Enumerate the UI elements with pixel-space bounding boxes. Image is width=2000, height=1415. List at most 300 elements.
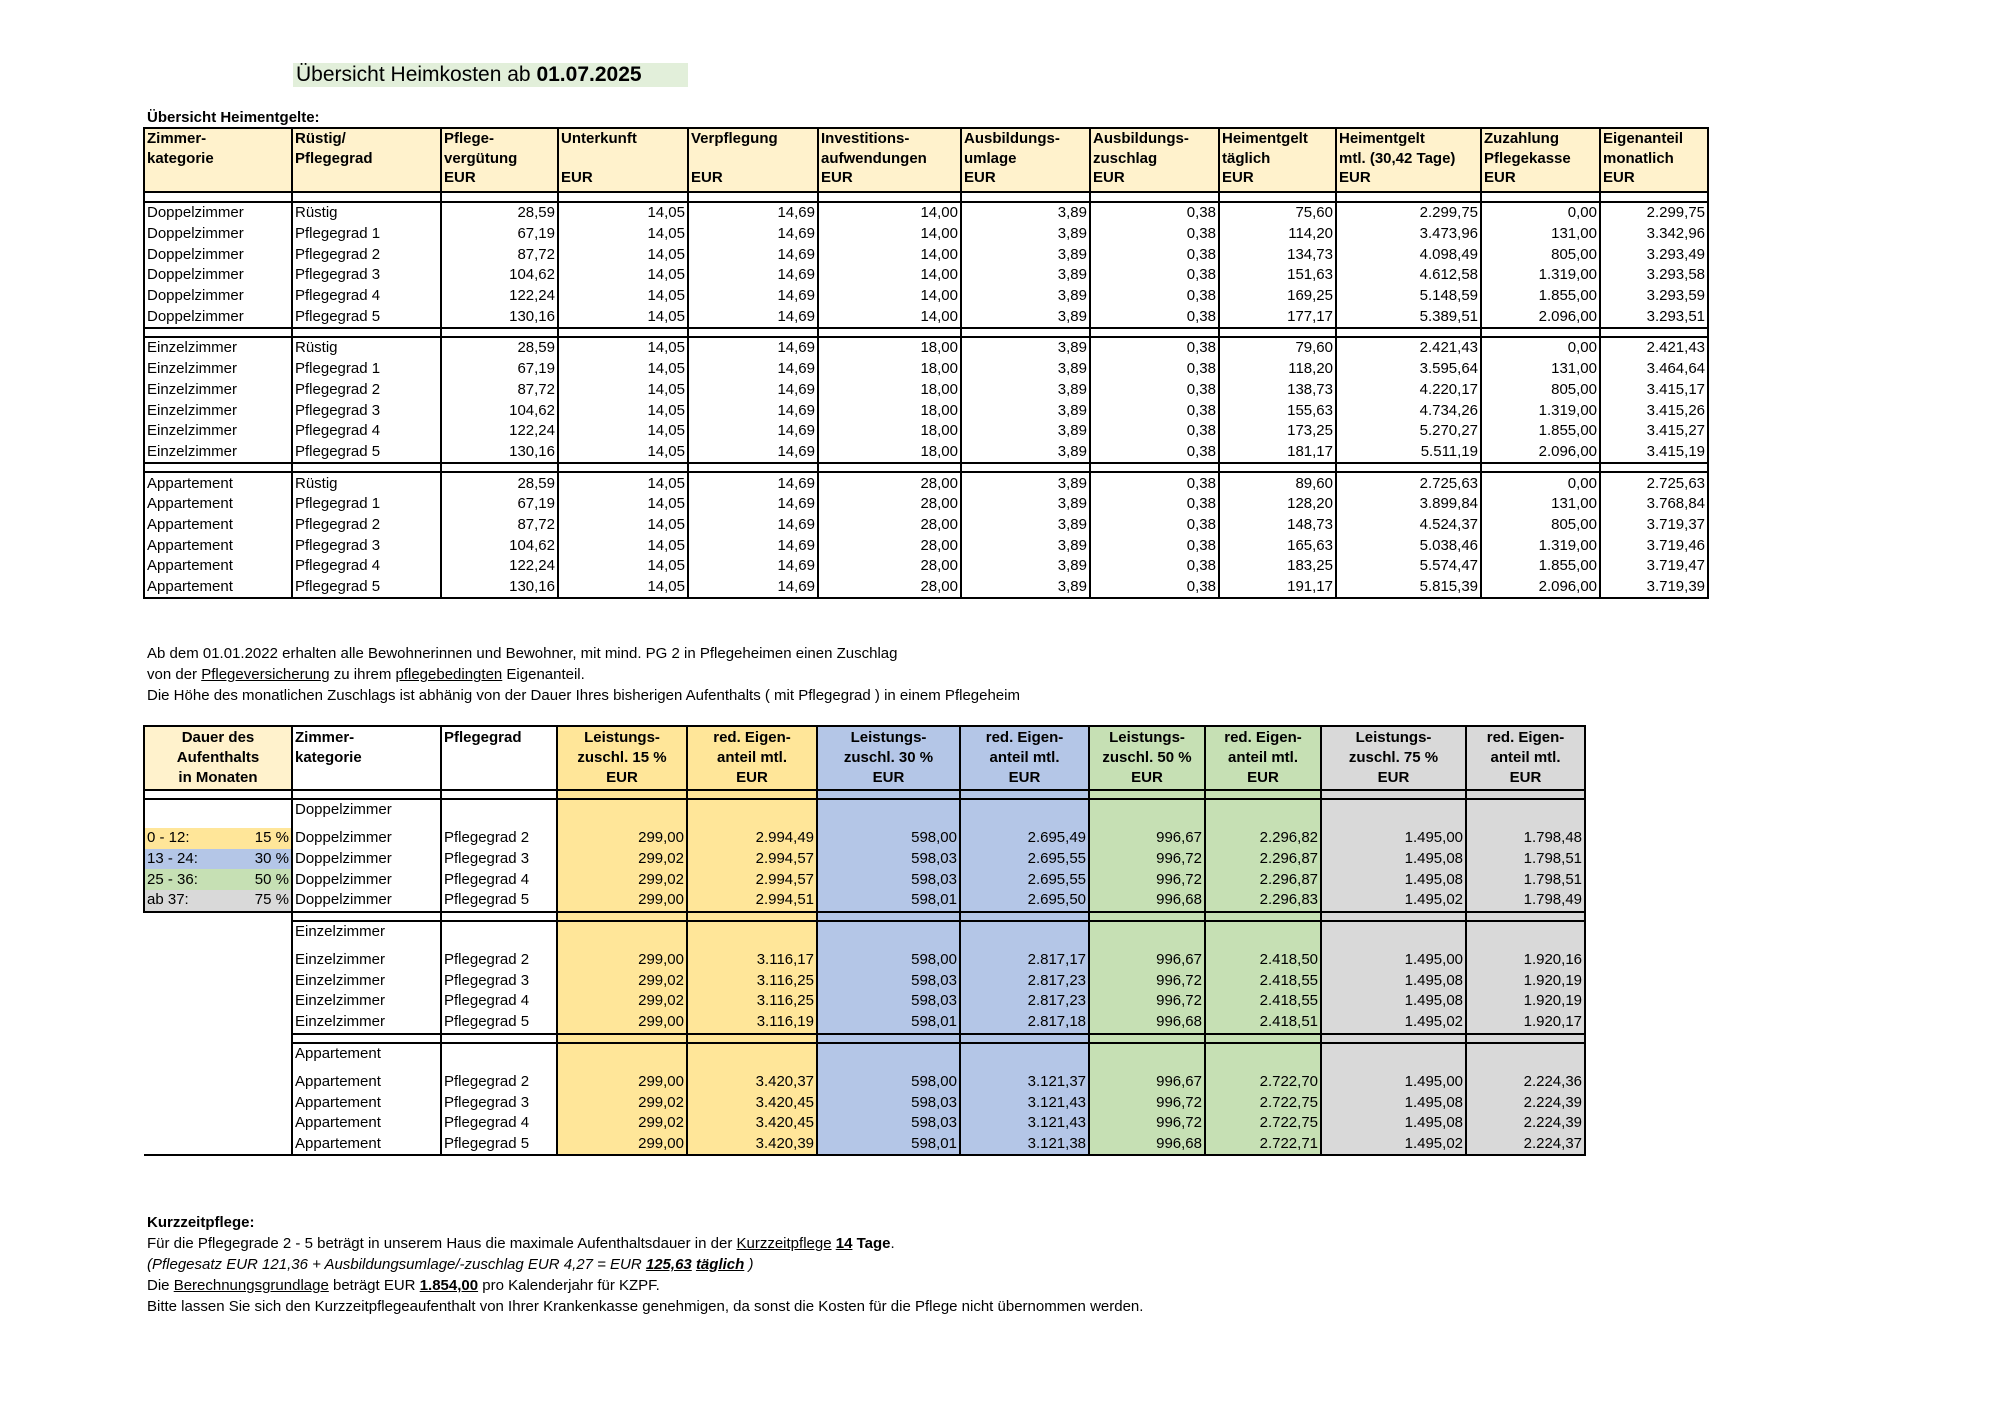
table1-cell: 0,38 — [1090, 472, 1219, 494]
table1-cell: 67,19 — [441, 224, 558, 245]
table1-cell: 0,00 — [1481, 472, 1600, 494]
paragraph-line-2: von der Pflegeversicherung zu ihrem pflegebedingten Eigenanteil. — [147, 666, 585, 683]
table1-cell: 0,38 — [1090, 442, 1219, 464]
heimentgelte-table — [143, 127, 1709, 599]
table2-header-cell: red. Eigen- anteil mtl. EUR — [687, 726, 817, 790]
table2-cell: 2.418,55 — [1205, 991, 1321, 1012]
table1-cell: 14,05 — [558, 380, 688, 401]
table2-cell: 3.116,17 — [687, 950, 817, 971]
table1-cell: 14,00 — [818, 306, 961, 328]
table1-row — [144, 472, 1708, 494]
footer-line-2: (Pflegesatz EUR 121,36 + Ausbildungsumlage/-zuschlag EUR 4,27 = EUR 125,63 täglich ) — [147, 1256, 754, 1273]
table1-cell: 0,38 — [1090, 515, 1219, 536]
table2-cell: 2.722,70 — [1205, 1072, 1321, 1093]
table1-cell: Einzelzimmer — [144, 421, 292, 442]
table1-cell: 0,38 — [1090, 337, 1219, 359]
table2-header-cell: Leistungs- zuschl. 30 % EUR — [817, 726, 960, 790]
table2-cell: 2.695,50 — [960, 890, 1089, 912]
table1-cell: 3,89 — [961, 202, 1090, 224]
table1-cell: 3,89 — [961, 224, 1090, 245]
table1-cell: 118,20 — [1219, 359, 1336, 380]
table2-header-cell: red. Eigen- anteil mtl. EUR — [1466, 726, 1585, 790]
table2-cell: 1.495,08 — [1321, 991, 1466, 1012]
table1-cell: Pflegegrad 3 — [292, 535, 441, 556]
table1-cell: Pflegegrad 5 — [292, 306, 441, 328]
table1-cell: 14,69 — [688, 400, 818, 421]
table2-header-cell: red. Eigen- anteil mtl. EUR — [960, 726, 1089, 790]
table1-row — [144, 265, 1708, 286]
table1-row — [144, 556, 1708, 577]
paragraph-line-3: Die Höhe des monatlichen Zuschlags ist abhänig von der Dauer Ihres bisherigen Aufenthalts ( mit Pflegegrad ) in einem Pflegeheim — [147, 687, 1020, 704]
table1-cell: 122,24 — [441, 556, 558, 577]
table1-cell: 14,05 — [558, 515, 688, 536]
table1-cell: 1.855,00 — [1481, 421, 1600, 442]
table2-cell: Pflegegrad 3 — [441, 849, 557, 870]
table1-cell: 155,63 — [1219, 400, 1336, 421]
table1-cell: 3,89 — [961, 244, 1090, 265]
table1-cell: 14,05 — [558, 442, 688, 464]
table1-cell: 805,00 — [1481, 515, 1600, 536]
table1-cell: Pflegegrad 1 — [292, 224, 441, 245]
table2-cell: 598,03 — [817, 970, 960, 991]
table2-cell: 299,02 — [557, 970, 687, 991]
table1-cell: 14,05 — [558, 400, 688, 421]
table2-row — [144, 1012, 1585, 1034]
table1-cell: 14,05 — [558, 472, 688, 494]
table2-cell: 2.695,49 — [960, 828, 1089, 849]
leistungszuschlag-table — [143, 725, 1586, 1156]
table1-cell: 0,38 — [1090, 224, 1219, 245]
table2-cell: Appartement — [292, 1072, 441, 1093]
table1-cell: 122,24 — [441, 286, 558, 307]
table1-header-cell: Unterkunft EUR — [558, 128, 688, 192]
table2-cell: 1.495,02 — [1321, 1012, 1466, 1034]
table1-cell: 805,00 — [1481, 380, 1600, 401]
table1-cell: 3,89 — [961, 337, 1090, 359]
table1-cell: 14,69 — [688, 515, 818, 536]
table1-row — [144, 244, 1708, 265]
table2-cell: Pflegegrad 3 — [441, 1092, 557, 1113]
table1-cell: 3.595,64 — [1336, 359, 1481, 380]
table2-cell: 2.224,36 — [1466, 1072, 1585, 1093]
table2-group-label: Appartement — [292, 1043, 441, 1072]
table2-cell: 996,67 — [1089, 950, 1205, 971]
table2-cell: 2.418,50 — [1205, 950, 1321, 971]
table1-row — [144, 224, 1708, 245]
table1-cell: 130,16 — [441, 306, 558, 328]
table1-cell: Pflegegrad 1 — [292, 359, 441, 380]
table2-row — [144, 849, 1585, 870]
table1-cell: 130,16 — [441, 442, 558, 464]
table1-cell: 28,00 — [818, 494, 961, 515]
table1-row — [144, 421, 1708, 442]
table1-cell: 14,05 — [558, 494, 688, 515]
table1-cell: 14,69 — [688, 472, 818, 494]
table1-cell: 0,38 — [1090, 359, 1219, 380]
table1-cell: 173,25 — [1219, 421, 1336, 442]
table2-cell: 996,72 — [1089, 849, 1205, 870]
table2-cell: Appartement — [292, 1113, 441, 1134]
table2-cell: Doppelzimmer — [292, 890, 441, 912]
table1-cell: Appartement — [144, 577, 292, 599]
table1-cell: 3.719,37 — [1600, 515, 1708, 536]
table1-cell: Pflegegrad 5 — [292, 442, 441, 464]
table1-cell: Pflegegrad 3 — [292, 400, 441, 421]
table2-cell: 2.817,23 — [960, 970, 1089, 991]
table2-cell: 1.920,19 — [1466, 991, 1585, 1012]
table2-cell: 299,02 — [557, 1092, 687, 1113]
table1-cell: 14,69 — [688, 265, 818, 286]
table1-cell: 0,00 — [1481, 337, 1600, 359]
table1-cell: 169,25 — [1219, 286, 1336, 307]
table1-cell: 1.319,00 — [1481, 535, 1600, 556]
table1-cell: 3,89 — [961, 535, 1090, 556]
table1-cell: Pflegegrad 4 — [292, 556, 441, 577]
footer-line-1: Für die Pflegegrade 2 - 5 beträgt in unserem Haus die maximale Aufenthaltsdauer in der Kurzzeitpflege 14 Tage. — [147, 1235, 895, 1252]
table1-cell: 4.734,26 — [1336, 400, 1481, 421]
table1-row — [144, 286, 1708, 307]
table1-cell: 14,05 — [558, 306, 688, 328]
table2-row — [144, 828, 1585, 849]
table1-cell: 1.855,00 — [1481, 286, 1600, 307]
table2-cell: 2.722,75 — [1205, 1113, 1321, 1134]
table1-header-cell: Heimentgelt täglich EUR — [1219, 128, 1336, 192]
table2-cell: 2.296,87 — [1205, 849, 1321, 870]
table1-cell: 28,00 — [818, 577, 961, 599]
table2-cell: Pflegegrad 5 — [441, 1012, 557, 1034]
table1-cell: 5.270,27 — [1336, 421, 1481, 442]
table1-row — [144, 515, 1708, 536]
table1-cell: 3,89 — [961, 556, 1090, 577]
table2-cell: 3.116,25 — [687, 991, 817, 1012]
table1-cell: 14,69 — [688, 244, 818, 265]
table1-cell: 0,38 — [1090, 421, 1219, 442]
table1-cell: 28,59 — [441, 337, 558, 359]
table2-cell: 299,02 — [557, 849, 687, 870]
table1-row — [144, 442, 1708, 464]
table1-cell: 3.415,27 — [1600, 421, 1708, 442]
table1-cell: 14,05 — [558, 337, 688, 359]
table1-cell: Rüstig — [292, 202, 441, 224]
table1-cell: 28,59 — [441, 202, 558, 224]
kurzzeitpflege-section — [147, 1212, 1143, 1317]
table1-cell: 14,05 — [558, 359, 688, 380]
table2-cell: 3.121,43 — [960, 1092, 1089, 1113]
table1-cell: 4.612,58 — [1336, 265, 1481, 286]
table1-cell: 14,00 — [818, 202, 961, 224]
table2-cell: 996,67 — [1089, 828, 1205, 849]
section-heading-heimentgelte: Übersicht Heimentgelte: — [147, 109, 320, 126]
table2-cell: 2.296,82 — [1205, 828, 1321, 849]
table1-cell: 5.389,51 — [1336, 306, 1481, 328]
table1-cell: 3.415,17 — [1600, 380, 1708, 401]
table1-cell: 14,69 — [688, 535, 818, 556]
table2-cell: Appartement — [292, 1092, 441, 1113]
table1-cell: 3.293,51 — [1600, 306, 1708, 328]
table1-cell: 191,17 — [1219, 577, 1336, 599]
table1-cell: 0,38 — [1090, 535, 1219, 556]
table1-cell: 18,00 — [818, 359, 961, 380]
table2-cell: 299,02 — [557, 991, 687, 1012]
table1-cell: 89,60 — [1219, 472, 1336, 494]
table2-cell: 598,00 — [817, 828, 960, 849]
table1-cell: 18,00 — [818, 337, 961, 359]
table2-cell: 996,72 — [1089, 1113, 1205, 1134]
table1-cell: Appartement — [144, 472, 292, 494]
table1-cell: 1.855,00 — [1481, 556, 1600, 577]
table2-header-cell: red. Eigen- anteil mtl. EUR — [1205, 726, 1321, 790]
table2-cell: 299,00 — [557, 1134, 687, 1156]
table1-cell: 0,38 — [1090, 244, 1219, 265]
table2-cell: 1.495,08 — [1321, 849, 1466, 870]
table1-cell: 2.421,43 — [1336, 337, 1481, 359]
footer-line-4: Bitte lassen Sie sich den Kurzzeitpflegeaufenthalt von Ihrer Krankenkasse genehmigen, da sonst die Kosten für die Pflege nicht übernommen werden. — [147, 1298, 1144, 1315]
table2-cell: 996,67 — [1089, 1072, 1205, 1093]
table2-cell: 2.994,57 — [687, 869, 817, 890]
table1-cell: 3.293,59 — [1600, 286, 1708, 307]
table1-cell: 14,05 — [558, 265, 688, 286]
table2-cell: 1.495,00 — [1321, 1072, 1466, 1093]
table2-cell: Doppelzimmer — [292, 869, 441, 890]
table1-cell: 14,05 — [558, 202, 688, 224]
table1-cell: 805,00 — [1481, 244, 1600, 265]
table1-cell: 131,00 — [1481, 224, 1600, 245]
table2-cell: 598,01 — [817, 1012, 960, 1034]
table1-cell: 3,89 — [961, 577, 1090, 599]
table1-cell: 14,69 — [688, 359, 818, 380]
table2-cell: 2.722,71 — [1205, 1134, 1321, 1156]
table2-cell: Pflegegrad 2 — [441, 828, 557, 849]
table1-cell: 3,89 — [961, 265, 1090, 286]
table1-cell: Einzelzimmer — [144, 359, 292, 380]
table1-cell: 3.768,84 — [1600, 494, 1708, 515]
table1-cell: 2.299,75 — [1600, 202, 1708, 224]
table1-header-row — [144, 128, 1708, 192]
table1-cell: 3.899,84 — [1336, 494, 1481, 515]
table1-cell: 5.511,19 — [1336, 442, 1481, 464]
table1-cell: 14,69 — [688, 337, 818, 359]
table2-cell: 2.817,18 — [960, 1012, 1089, 1034]
table1-header-cell: Rüstig/ Pflegegrad — [292, 128, 441, 192]
table1-cell: 3.719,46 — [1600, 535, 1708, 556]
table2-header-cell: Pflegegrad — [441, 726, 557, 790]
table2-cell: 2.994,51 — [687, 890, 817, 912]
table1-cell: 14,05 — [558, 244, 688, 265]
table1-cell: 183,25 — [1219, 556, 1336, 577]
table1-cell: 2.096,00 — [1481, 577, 1600, 599]
table2-cell: 3.420,39 — [687, 1134, 817, 1156]
table2-cell: Pflegegrad 2 — [441, 950, 557, 971]
table2-cell: 598,00 — [817, 1072, 960, 1093]
table1-cell: 3.342,96 — [1600, 224, 1708, 245]
table2-cell: 1.495,02 — [1321, 1134, 1466, 1156]
table1-cell: 28,00 — [818, 515, 961, 536]
table1-cell: 3,89 — [961, 515, 1090, 536]
table2-cell: 2.296,87 — [1205, 869, 1321, 890]
table1-cell: 181,17 — [1219, 442, 1336, 464]
table2-cell: 598,03 — [817, 991, 960, 1012]
table2-cell: 2.224,39 — [1466, 1113, 1585, 1134]
table1-cell: 18,00 — [818, 380, 961, 401]
table1-cell: 3.293,58 — [1600, 265, 1708, 286]
table2-cell: 1.495,00 — [1321, 828, 1466, 849]
table1-header-cell: Zuzahlung Pflegekasse EUR — [1481, 128, 1600, 192]
table2-cell: 1.798,49 — [1466, 890, 1585, 912]
table1-cell: Pflegegrad 1 — [292, 494, 441, 515]
table1-cell: 3.473,96 — [1336, 224, 1481, 245]
table2-cell: 996,68 — [1089, 1134, 1205, 1156]
table1-cell: 3.464,64 — [1600, 359, 1708, 380]
table1-cell: 130,16 — [441, 577, 558, 599]
table1-cell: 14,00 — [818, 244, 961, 265]
table2-row — [144, 1134, 1585, 1156]
table1-cell: 14,69 — [688, 421, 818, 442]
table2-cell: 1.798,48 — [1466, 828, 1585, 849]
table2-cell: Einzelzimmer — [292, 970, 441, 991]
table1-cell: 165,63 — [1219, 535, 1336, 556]
table1-cell: 5.148,59 — [1336, 286, 1481, 307]
table2-cell: 598,03 — [817, 1092, 960, 1113]
table2-cell: 1.920,16 — [1466, 950, 1585, 971]
table1-cell: Doppelzimmer — [144, 244, 292, 265]
table1-cell: 131,00 — [1481, 494, 1600, 515]
table2-cell: 3.121,43 — [960, 1113, 1089, 1134]
table1-cell: 3,89 — [961, 442, 1090, 464]
table2-cell: 1.798,51 — [1466, 869, 1585, 890]
table1-cell: Einzelzimmer — [144, 380, 292, 401]
table2-row — [144, 991, 1585, 1012]
table1-cell: Einzelzimmer — [144, 400, 292, 421]
duration-legend-cell: 13 - 24: 30 % — [144, 849, 292, 870]
table1-row — [144, 535, 1708, 556]
table2-cell: 598,03 — [817, 869, 960, 890]
table1-cell: 138,73 — [1219, 380, 1336, 401]
table1-cell: Rüstig — [292, 472, 441, 494]
table2-cell: 598,00 — [817, 950, 960, 971]
table1-cell: 79,60 — [1219, 337, 1336, 359]
table2-cell: 2.994,57 — [687, 849, 817, 870]
table2-cell: 3.116,25 — [687, 970, 817, 991]
duration-legend-cell: ab 37: 75 % — [144, 890, 292, 912]
table1-cell: 2.725,63 — [1600, 472, 1708, 494]
table1-cell: 0,38 — [1090, 306, 1219, 328]
table1-cell: Doppelzimmer — [144, 265, 292, 286]
table2-cell: Pflegegrad 4 — [441, 1113, 557, 1134]
table2-cell: 299,00 — [557, 1012, 687, 1034]
table2-cell: 299,00 — [557, 950, 687, 971]
table2-cell: 3.420,45 — [687, 1092, 817, 1113]
table2-row — [144, 1072, 1585, 1093]
table2-cell: 2.722,75 — [1205, 1092, 1321, 1113]
table1-cell: 0,38 — [1090, 286, 1219, 307]
table1-cell: 0,00 — [1481, 202, 1600, 224]
table1-cell: 2.096,00 — [1481, 306, 1600, 328]
title-prefix: Übersicht Heimkosten ab — [296, 63, 531, 86]
table1-cell: 148,73 — [1219, 515, 1336, 536]
table2-cell: 1.495,08 — [1321, 1092, 1466, 1113]
table1-cell: 122,24 — [441, 421, 558, 442]
table2-row — [144, 950, 1585, 971]
table1-cell: 67,19 — [441, 494, 558, 515]
table1-cell: 14,69 — [688, 494, 818, 515]
table1-cell: 14,69 — [688, 286, 818, 307]
table1-cell: 3.415,19 — [1600, 442, 1708, 464]
table1-cell: 2.096,00 — [1481, 442, 1600, 464]
table2-cell: 996,72 — [1089, 991, 1205, 1012]
table1-cell: Pflegegrad 5 — [292, 577, 441, 599]
table2-header-cell: Leistungs- zuschl. 50 % EUR — [1089, 726, 1205, 790]
table1-cell: 151,63 — [1219, 265, 1336, 286]
table1-cell: 87,72 — [441, 515, 558, 536]
table2-cell: 3.121,37 — [960, 1072, 1089, 1093]
table1-header-cell: Investitions- aufwendungen EUR — [818, 128, 961, 192]
table1-cell: Appartement — [144, 556, 292, 577]
table2-cell: 996,72 — [1089, 970, 1205, 991]
table1-cell: 14,00 — [818, 265, 961, 286]
table1-cell: Doppelzimmer — [144, 224, 292, 245]
table1-cell: 18,00 — [818, 442, 961, 464]
table1-cell: Appartement — [144, 515, 292, 536]
table1-cell: Doppelzimmer — [144, 286, 292, 307]
table1-row — [144, 494, 1708, 515]
table1-cell: 5.038,46 — [1336, 535, 1481, 556]
table1-cell: Appartement — [144, 494, 292, 515]
table2-cell: 2.695,55 — [960, 849, 1089, 870]
zuschlag-paragraph — [147, 643, 1020, 706]
table1-cell: Pflegegrad 2 — [292, 380, 441, 401]
table2-cell: 2.994,49 — [687, 828, 817, 849]
table2-row — [144, 869, 1585, 890]
table1-cell: Appartement — [144, 535, 292, 556]
table1-cell: 28,59 — [441, 472, 558, 494]
table1-cell: 5.815,39 — [1336, 577, 1481, 599]
table2-cell: 2.418,55 — [1205, 970, 1321, 991]
table2-header-cell: Zimmer- kategorie — [292, 726, 441, 790]
table1-cell: 3.719,47 — [1600, 556, 1708, 577]
table1-row — [144, 577, 1708, 599]
table1-cell: 3,89 — [961, 494, 1090, 515]
table1-cell: 14,05 — [558, 224, 688, 245]
table1-cell: 87,72 — [441, 244, 558, 265]
table1-cell: 18,00 — [818, 421, 961, 442]
table2-cell: Einzelzimmer — [292, 950, 441, 971]
table2-cell: 2.224,37 — [1466, 1134, 1585, 1156]
table1-cell: 0,38 — [1090, 202, 1219, 224]
table1-cell: 0,38 — [1090, 400, 1219, 421]
table1-cell: 131,00 — [1481, 359, 1600, 380]
table2-cell: 1.495,08 — [1321, 869, 1466, 890]
table1-cell: 2.725,63 — [1336, 472, 1481, 494]
table2-row — [144, 1113, 1585, 1134]
table1-cell: 104,62 — [441, 265, 558, 286]
table2-group-label: Einzelzimmer — [292, 921, 441, 950]
table1-row — [144, 202, 1708, 224]
table2-cell: 299,00 — [557, 828, 687, 849]
table1-cell: 14,05 — [558, 535, 688, 556]
table2-cell: Doppelzimmer — [292, 849, 441, 870]
table1-cell: 0,38 — [1090, 494, 1219, 515]
table1-cell: Pflegegrad 4 — [292, 286, 441, 307]
table1-header-cell: Heimentgelt mtl. (30,42 Tage) EUR — [1336, 128, 1481, 192]
table1-row — [144, 306, 1708, 328]
table1-cell: 14,05 — [558, 577, 688, 599]
table1-header-cell: Zimmer- kategorie — [144, 128, 292, 192]
table1-cell: 0,38 — [1090, 380, 1219, 401]
page-title — [293, 63, 688, 87]
table1-cell: 104,62 — [441, 400, 558, 421]
table2-cell: 1.798,51 — [1466, 849, 1585, 870]
table1-cell: 1.319,00 — [1481, 265, 1600, 286]
